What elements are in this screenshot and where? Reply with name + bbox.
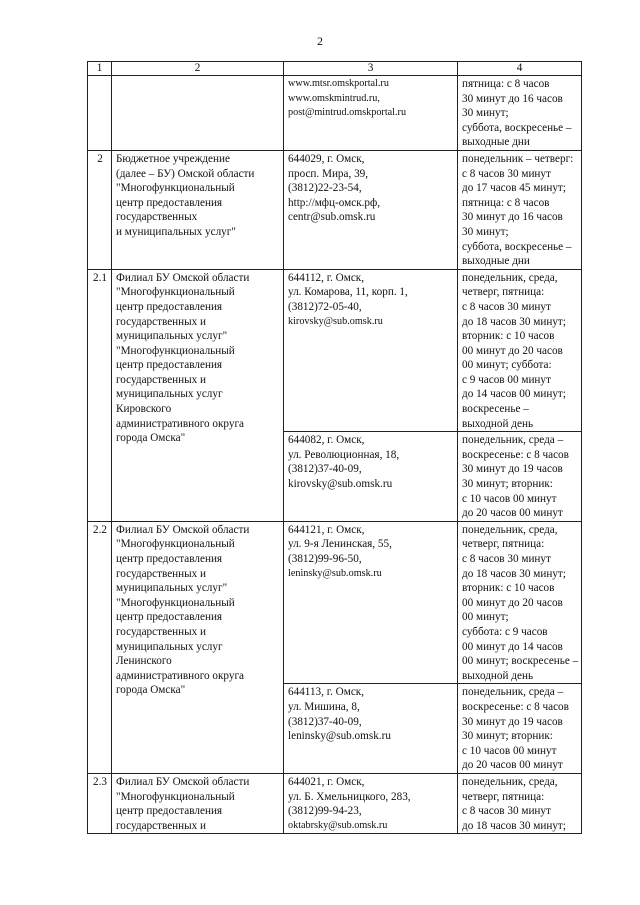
address-cell — [284, 150, 458, 269]
table-row — [88, 521, 582, 684]
text-line: до 18 часов 30 минут; — [462, 567, 566, 580]
name-cell — [112, 150, 284, 269]
text-line: центр предоставления — [116, 300, 223, 313]
text-line: Филиал БУ Омской области — [116, 775, 250, 788]
text-line: 30 минут; вторник: — [462, 478, 553, 491]
text-line: с 8 часов 30 минут — [462, 300, 551, 313]
header-row — [88, 62, 582, 76]
text-line: (3812)22-23-54, — [288, 182, 362, 195]
text-line: до 18 часов 30 минут; — [462, 315, 566, 328]
text-line: 00 минут до 20 часов — [462, 596, 563, 609]
text-line: выходной день — [462, 669, 534, 682]
text-line: воскресенье: с 8 часов — [462, 700, 569, 713]
number-cell — [88, 76, 112, 151]
header-cell: 4 — [458, 62, 582, 76]
number-cell: 2.2 — [88, 521, 112, 773]
hours-cell — [458, 269, 582, 432]
text-line: "Многофункциональный — [116, 344, 235, 357]
text-line: выходные дни — [462, 255, 530, 268]
text-line: воскресенье: с 8 часов — [462, 448, 569, 461]
text-line: административного округа — [116, 669, 245, 682]
text-line: 00 минут; суббота: — [462, 359, 552, 372]
text-line: понедельник, среда – — [462, 686, 564, 699]
text-line: Бюджетное учреждение — [116, 152, 230, 165]
text-line: (3812)37-40-09, — [288, 715, 362, 728]
text-line: www.mtsr.omskportal.ru — [288, 78, 389, 89]
text-line: муниципальных услуг — [116, 388, 223, 401]
text-line: четверг, пятница: — [462, 790, 545, 803]
text-line: центр предоставления — [116, 611, 223, 624]
text-line: 644112, г. Омск, — [288, 271, 365, 284]
text-line: пятница: с 8 часов — [462, 196, 550, 209]
text-line: центр предоставления — [116, 196, 223, 209]
text-line: государственных — [116, 211, 198, 224]
text-line: 30 минут до 19 часов — [462, 715, 563, 728]
text-line: города Омска" — [116, 432, 186, 445]
hours-cell — [458, 432, 582, 522]
text-line: с 8 часов 30 минут — [462, 805, 551, 818]
text-line: четверг, пятница: — [462, 538, 545, 551]
address-cell — [284, 521, 458, 684]
header-cell: 1 — [88, 62, 112, 76]
number-cell: 2.3 — [88, 773, 112, 833]
text-line: суббота, воскресенье – — [462, 121, 572, 134]
text-line: 644021, г. Омск, — [288, 775, 365, 788]
text-line: с 9 часов 00 минут — [462, 373, 551, 386]
text-line: ул. 9-я Ленинская, 55, — [288, 538, 392, 551]
text-line: четверг, пятница: — [462, 286, 545, 299]
text-line: (3812)37-40-09, — [288, 463, 362, 476]
text-line: Ленинского — [116, 655, 172, 668]
text-line: centr@sub.omsk.ru — [288, 211, 376, 224]
text-line: 30 минут до 16 часов — [462, 211, 563, 224]
text-line: ул. Комарова, 11, корп. 1, — [288, 286, 408, 299]
hours-cell — [458, 521, 582, 684]
text-line: (3812)99-94-23, — [288, 805, 362, 818]
text-line: http://мфц-омск.рф, — [288, 196, 381, 209]
text-line: до 17 часов 45 минут; — [462, 182, 566, 195]
text-line: с 8 часов 30 минут — [462, 167, 551, 180]
address-cell — [284, 684, 458, 774]
text-line: Филиал БУ Омской области — [116, 523, 250, 536]
text-line: суббота: с 9 часов — [462, 625, 548, 638]
table-row — [88, 150, 582, 269]
text-line: просп. Мира, 39, — [288, 167, 369, 180]
text-line: ул. Мишина, 8, — [288, 700, 360, 713]
text-line: муниципальных услуг" — [116, 330, 228, 343]
text-line: leninsky@sub.omsk.ru — [288, 567, 382, 579]
text-line: до 20 часов 00 минут — [462, 507, 563, 520]
text-line: post@mintrud.omskportal.ru — [288, 107, 407, 119]
name-cell — [112, 76, 284, 151]
text-line: государственных и — [116, 315, 207, 328]
text-line: до 18 часов 30 минут; — [462, 819, 566, 832]
number-cell: 2 — [88, 150, 112, 269]
text-line: с 10 часов 00 минут — [462, 492, 557, 505]
text-line: государственных и — [116, 819, 207, 832]
page-number: 2 — [317, 34, 323, 48]
text-line: государственных и — [116, 373, 207, 386]
text-line: 644029, г. Омск, — [288, 152, 365, 165]
text-line: 00 минут; — [462, 611, 509, 624]
text-line: 30 минут до 16 часов — [462, 92, 563, 105]
text-line: выходной день — [462, 417, 534, 430]
name-cell — [112, 269, 284, 521]
address-cell — [284, 76, 458, 151]
text-line: муниципальных услуг" — [116, 582, 228, 595]
text-line: центр предоставления — [116, 553, 223, 565]
text-line: ул. Б. Хмельницкого, 283, — [288, 790, 411, 803]
text-line: 00 минут до 20 часов — [462, 344, 563, 357]
text-line: с 10 часов 00 минут — [462, 744, 557, 757]
text-line: понедельник, среда, — [462, 271, 558, 284]
text-line: 30 минут; вторник: — [462, 730, 553, 743]
text-line: до 14 часов 00 минут; — [462, 388, 566, 401]
name-cell — [112, 773, 284, 833]
number-cell: 2.1 — [88, 269, 112, 521]
text-line: (далее – БУ) Омской области — [116, 167, 255, 180]
mfc-offices-table — [87, 61, 582, 834]
text-line: 30 минут; — [462, 225, 509, 238]
text-line: 644113, г. Омск, — [288, 686, 365, 699]
text-line: 00 минут до 14 часов — [462, 640, 563, 653]
text-line: и муниципальных услуг" — [116, 225, 236, 238]
address-cell — [284, 773, 458, 833]
text-line: понедельник, среда, — [462, 775, 558, 788]
address-cell — [284, 269, 458, 432]
text-line: "Многофункциональный — [116, 538, 235, 551]
text-line: kirovsky@sub.omsk.ru — [288, 478, 393, 491]
text-line: 644082, г. Омск, — [288, 434, 365, 447]
text-line: Филиал БУ Омской области — [116, 271, 250, 284]
text-line: (3812)72-05-40, — [288, 300, 362, 313]
text-line: муниципальных услуг — [116, 640, 223, 653]
text-line: центр предоставления — [116, 805, 223, 818]
text-line: "Многофункциональный — [116, 790, 235, 803]
table-row — [88, 773, 582, 833]
text-line: государственных и — [116, 625, 207, 638]
text-line: с 8 часов 30 минут — [462, 553, 551, 565]
text-line: вторник: с 10 часов — [462, 582, 555, 595]
text-line: Кировского — [116, 403, 172, 416]
text-line: государственных и — [116, 567, 207, 580]
text-line: выходные дни — [462, 136, 530, 149]
text-line: 00 минут; воскресенье – — [462, 655, 579, 668]
text-line: центр предоставления — [116, 359, 223, 372]
text-line: "Многофункциональный — [116, 596, 235, 609]
text-line: 644121, г. Омск, — [288, 523, 365, 536]
text-line: понедельник, среда – — [462, 434, 564, 447]
text-line: вторник: с 10 часов — [462, 330, 555, 343]
header-cell: 2 — [112, 62, 284, 76]
hours-cell — [458, 76, 582, 151]
text-line: города Омска" — [116, 684, 186, 697]
name-cell — [112, 521, 284, 773]
text-line: "Многофункциональный — [116, 286, 235, 299]
text-line: kirovsky@sub.omsk.ru — [288, 315, 383, 327]
address-cell — [284, 432, 458, 522]
text-line: пятница: с 8 часов — [462, 78, 550, 90]
text-line: понедельник, среда, — [462, 523, 558, 536]
text-line: понедельник – четверг: — [462, 152, 574, 165]
table-row — [88, 269, 582, 432]
text-line: суббота, воскресенье – — [462, 240, 572, 253]
text-line: leninsky@sub.omsk.ru — [288, 730, 391, 743]
text-line: до 20 часов 00 минут — [462, 759, 563, 772]
text-line: oktabrsky@sub.omsk.ru — [288, 819, 388, 831]
text-line: 30 минут до 19 часов — [462, 463, 563, 476]
header-cell: 3 — [284, 62, 458, 76]
text-line: 30 минут; — [462, 107, 509, 120]
text-line: www.omskmintrud.ru, — [288, 92, 380, 104]
text-line: ул. Революционная, 18, — [288, 448, 400, 461]
text-line: воскресенье – — [462, 403, 529, 416]
text-line: "Многофункциональный — [116, 182, 235, 195]
text-line: (3812)99-96-50, — [288, 553, 362, 565]
table-row — [88, 76, 582, 151]
hours-cell — [458, 773, 582, 833]
text-line: административного округа — [116, 417, 245, 430]
hours-cell — [458, 150, 582, 269]
hours-cell — [458, 684, 582, 774]
